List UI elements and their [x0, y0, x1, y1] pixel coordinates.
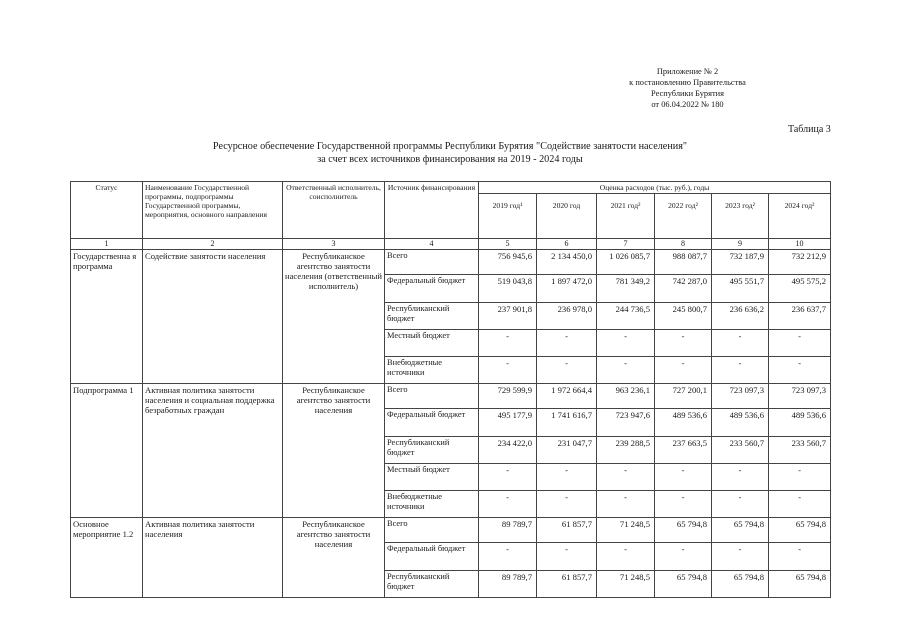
column-number: 10	[769, 239, 831, 250]
source-cell: Внебюджетные источники	[385, 357, 479, 384]
value-cell: -	[712, 357, 769, 384]
value-cell: 1 741 616,7	[537, 409, 597, 437]
document-title	[150, 141, 750, 166]
header-status: Статус	[71, 182, 143, 239]
value-cell: 732 212,9	[769, 250, 831, 275]
value-cell: -	[655, 543, 712, 571]
header-year: 2020 год	[537, 194, 597, 239]
source-cell: Всего	[385, 384, 479, 409]
value-cell: 489 536,6	[712, 409, 769, 437]
value-cell: 732 187,9	[712, 250, 769, 275]
header-year: 2022 год²	[655, 194, 712, 239]
value-cell: -	[479, 543, 537, 571]
value-cell: 65 794,8	[769, 571, 831, 598]
value-cell: 245 800,7	[655, 303, 712, 330]
status-cell: Основное мероприятие 1.2	[71, 518, 143, 598]
value-cell: 65 794,8	[712, 571, 769, 598]
column-number: 6	[537, 239, 597, 250]
value-cell: -	[655, 491, 712, 518]
value-cell: 234 422,0	[479, 437, 537, 464]
value-cell: -	[769, 543, 831, 571]
value-cell: 723 097,3	[769, 384, 831, 409]
column-number: 8	[655, 239, 712, 250]
value-cell: 239 288,5	[597, 437, 655, 464]
value-cell: 723 947,6	[597, 409, 655, 437]
column-number: 4	[385, 239, 479, 250]
header-year: 2023 год²	[712, 194, 769, 239]
value-cell: 495 575,2	[769, 275, 831, 303]
value-cell: 489 536,6	[655, 409, 712, 437]
source-cell: Федеральный бюджет	[385, 543, 479, 571]
value-cell: 963 236,1	[597, 384, 655, 409]
source-cell: Местный бюджет	[385, 464, 479, 491]
name-cell: Активная политика занятости населения и социальная поддержка безработных граждан	[143, 384, 283, 518]
value-cell: 1 026 085,7	[597, 250, 655, 275]
value-cell: 61 857,7	[537, 571, 597, 598]
value-cell: -	[597, 464, 655, 491]
column-number: 5	[479, 239, 537, 250]
column-number: 7	[597, 239, 655, 250]
value-cell: 65 794,8	[769, 518, 831, 543]
value-cell: -	[769, 330, 831, 357]
value-cell: -	[769, 491, 831, 518]
value-cell: 1 897 472,0	[537, 275, 597, 303]
value-cell: 233 560,7	[712, 437, 769, 464]
value-cell: 61 857,7	[537, 518, 597, 543]
source-cell: Всего	[385, 250, 479, 275]
value-cell: -	[479, 491, 537, 518]
executor-cell: Республиканское агентство занятости населения	[283, 518, 385, 598]
value-cell: 231 047,7	[537, 437, 597, 464]
value-cell: -	[597, 491, 655, 518]
value-cell: 489 536,6	[769, 409, 831, 437]
value-cell: 237 663,5	[655, 437, 712, 464]
appendix-note	[600, 66, 775, 110]
value-cell: -	[655, 357, 712, 384]
source-cell: Местный бюджет	[385, 330, 479, 357]
value-cell: -	[597, 330, 655, 357]
table-number: Таблица 3	[788, 124, 831, 135]
value-cell: -	[655, 464, 712, 491]
appendix-line: Приложение № 2	[656, 67, 719, 76]
value-cell: -	[597, 543, 655, 571]
value-cell: -	[712, 543, 769, 571]
value-cell: 742 287,0	[655, 275, 712, 303]
table-row	[71, 384, 831, 409]
source-cell: Внебюджетные источники	[385, 491, 479, 518]
value-cell: 236 978,0	[537, 303, 597, 330]
value-cell: 495 551,7	[712, 275, 769, 303]
resource-table	[70, 181, 831, 598]
header-year: 2024 год²	[769, 194, 831, 239]
value-cell: 89 789,7	[479, 571, 537, 598]
source-cell: Республиканский бюджет	[385, 437, 479, 464]
value-cell: 519 043,8	[479, 275, 537, 303]
value-cell: 781 349,2	[597, 275, 655, 303]
value-cell: -	[769, 464, 831, 491]
value-cell: 65 794,8	[655, 518, 712, 543]
table-row	[71, 250, 831, 275]
header-row	[71, 182, 831, 194]
value-cell: -	[655, 330, 712, 357]
value-cell: 756 945,6	[479, 250, 537, 275]
source-cell: Федеральный бюджет	[385, 409, 479, 437]
source-cell: Республиканский бюджет	[385, 571, 479, 598]
value-cell: 89 789,7	[479, 518, 537, 543]
value-cell: 65 794,8	[712, 518, 769, 543]
value-cell: -	[597, 357, 655, 384]
header-year: 2019 год¹	[479, 194, 537, 239]
value-cell: 495 177,9	[479, 409, 537, 437]
appendix-line: Республики Бурятия	[651, 89, 724, 98]
value-cell: 65 794,8	[655, 571, 712, 598]
header-executor: Ответственный исполнитель, соисполнитель	[283, 182, 385, 239]
value-cell: -	[479, 464, 537, 491]
value-cell: -	[712, 491, 769, 518]
value-cell: 236 636,2	[712, 303, 769, 330]
header-name: Наименование Государственной программы, подпрограммы Государственной программы, мероприятия, основного направления	[143, 182, 283, 239]
value-cell: 2 134 450,0	[537, 250, 597, 275]
value-cell: -	[479, 330, 537, 357]
appendix-line: от 06.04.2022 № 180	[651, 100, 724, 109]
value-cell: 723 097,3	[712, 384, 769, 409]
status-cell: Подпрограмма 1	[71, 384, 143, 518]
value-cell: -	[537, 491, 597, 518]
value-cell: 236 637,7	[769, 303, 831, 330]
header-year: 2021 год²	[597, 194, 655, 239]
status-cell: Государственна я программа	[71, 250, 143, 384]
table-row	[71, 518, 831, 543]
value-cell: 729 599,9	[479, 384, 537, 409]
name-cell: Содействие занятости населения	[143, 250, 283, 384]
value-cell: -	[479, 357, 537, 384]
value-cell: 1 972 664,4	[537, 384, 597, 409]
value-cell: -	[712, 330, 769, 357]
value-cell: -	[537, 357, 597, 384]
executor-cell: Республиканское агентство занятости населения (ответственный исполнитель)	[283, 250, 385, 384]
header-estimate: Оценка расходов (тыс. руб.), годы	[479, 182, 831, 194]
value-cell: 71 248,5	[597, 518, 655, 543]
column-number: 2	[143, 239, 283, 250]
header-source: Источник финансирования	[385, 182, 479, 239]
column-number: 9	[712, 239, 769, 250]
value-cell: 233 560,7	[769, 437, 831, 464]
value-cell: -	[537, 543, 597, 571]
value-cell: 727 200,1	[655, 384, 712, 409]
source-cell: Федеральный бюджет	[385, 275, 479, 303]
column-number: 3	[283, 239, 385, 250]
value-cell: -	[537, 330, 597, 357]
value-cell: 244 736,5	[597, 303, 655, 330]
value-cell: -	[712, 464, 769, 491]
title-line: Ресурсное обеспечение Государственной программы Республики Бурятия "Содействие занятости населения"	[212, 141, 688, 152]
value-cell: 71 248,5	[597, 571, 655, 598]
name-cell: Активная политика занятости населения	[143, 518, 283, 598]
appendix-line: к постановлению Правительства	[629, 78, 746, 87]
value-cell: -	[537, 464, 597, 491]
source-cell: Всего	[385, 518, 479, 543]
value-cell: 988 087,7	[655, 250, 712, 275]
value-cell: 237 901,8	[479, 303, 537, 330]
column-number: 1	[71, 239, 143, 250]
column-number-row	[71, 239, 831, 250]
executor-cell: Республиканское агентство занятости населения	[283, 384, 385, 518]
title-line: за счет всех источников финансирования на 2019 - 2024 годы	[317, 153, 583, 165]
value-cell: -	[769, 357, 831, 384]
source-cell: Республиканский бюджет	[385, 303, 479, 330]
